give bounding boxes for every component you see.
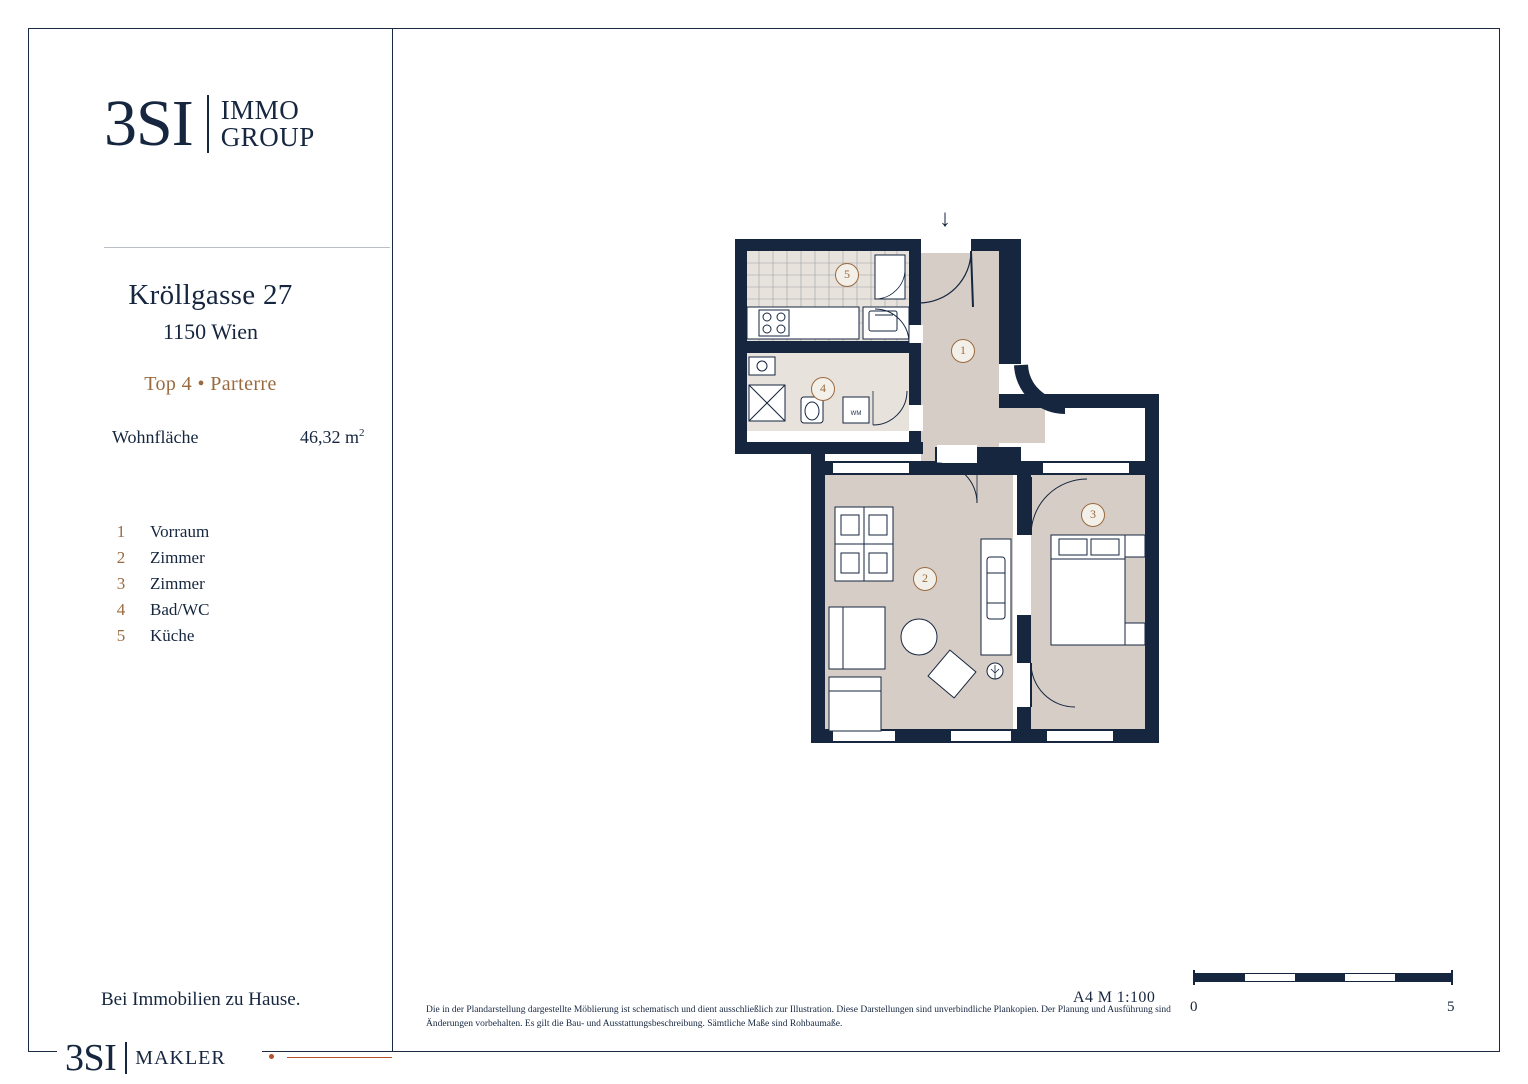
- legend-item-2: [112, 548, 392, 574]
- disclaimer-text: Die in der Plandarstellung dargestellte Möblierung ist schematisch und dient ausschließlich zur Illustration. Diese Darstellungen sind unverbindliche Plankopien. Der Planung und Ausführung sind Änderungen vorbehalten. Es gilt die Bau- und Ausstattungsbeschreibung. Sämtliche Maße sind Rohbaumaße.: [426, 1005, 1171, 1029]
- street-address: Kröllgasse 27: [128, 279, 293, 311]
- scale-tick-end: [1451, 970, 1453, 985]
- room-badge-bad: 4: [811, 377, 835, 401]
- area-unit-exponent: 2: [359, 427, 365, 439]
- scale-graphic: [1190, 973, 1455, 1015]
- logo-subtext-line2: GROUP: [220, 122, 315, 152]
- scale-segment: [1395, 973, 1451, 982]
- scale-label-end: 5: [1447, 999, 1455, 1015]
- scale-segment: [1295, 973, 1345, 982]
- brand-tagline: Bei Immobilien zu Hause.: [101, 989, 301, 1010]
- room-legend: [112, 522, 392, 652]
- living-area-value: 46,32 $m^2$: [300, 427, 365, 447]
- room-badge-zimmer2: 2: [913, 567, 937, 591]
- scale-segment: [1345, 973, 1395, 982]
- legend-label: Zimmer: [150, 548, 205, 567]
- legend-item-5: [112, 626, 392, 652]
- scale-label-start: 0: [1190, 999, 1198, 1015]
- entry-arrow-icon: ↓: [939, 206, 951, 232]
- scale-format-label: A4 M 1:100: [1073, 989, 1156, 1006]
- logo-wordmark: 3SI: [104, 87, 193, 160]
- legend-number: 5: [116, 626, 126, 645]
- legend-item-4: [112, 600, 392, 626]
- legend-number: 1: [116, 522, 126, 541]
- footer-logo-divider: [125, 1042, 127, 1074]
- living-area-label: Wohnfläche: [112, 427, 199, 447]
- room-badge-kueche: 5: [835, 263, 859, 287]
- logo-divider: [207, 95, 209, 153]
- info-panel: [29, 29, 392, 1079]
- scale-segment: [1245, 973, 1295, 982]
- room-badge-vorraum: 1: [951, 339, 975, 363]
- legend-item-1: [112, 522, 392, 548]
- plan-detail-overlay: [723, 229, 1183, 789]
- footer-logo-wordmark: 3SI: [65, 1037, 117, 1079]
- legend-label: Bad/WC: [150, 600, 210, 619]
- legend-number: 3: [116, 574, 126, 593]
- city-address: 1150 Wien: [162, 319, 259, 344]
- logo-subtext-line1: IMMO: [220, 95, 300, 125]
- plan-panel: [393, 29, 1499, 1051]
- brand-logo: [104, 87, 315, 160]
- footer-logo: [57, 1032, 262, 1084]
- logo-subtext: [221, 97, 315, 151]
- legend-label: Vorraum: [150, 522, 210, 541]
- floorplan-drawing: [723, 206, 1183, 789]
- legend-item-3: [112, 574, 392, 600]
- legend-label: Zimmer: [150, 574, 205, 593]
- legend-number: 4: [116, 600, 126, 619]
- room-badge-zimmer3: 3: [1081, 503, 1105, 527]
- scale-segment: [1195, 973, 1245, 982]
- header-rule: [104, 247, 390, 248]
- unit-label: Top 4 • Parterre: [144, 373, 277, 395]
- legend-number: 2: [116, 548, 126, 567]
- footer-accent-line: [287, 1057, 392, 1058]
- legend-label: Küche: [150, 626, 195, 645]
- svg-text:WM: WM: [850, 411, 862, 417]
- address-block: [29, 279, 392, 345]
- footer-logo-subtext: MAKLER: [135, 1046, 226, 1069]
- footer-accent-dot: [269, 1054, 274, 1059]
